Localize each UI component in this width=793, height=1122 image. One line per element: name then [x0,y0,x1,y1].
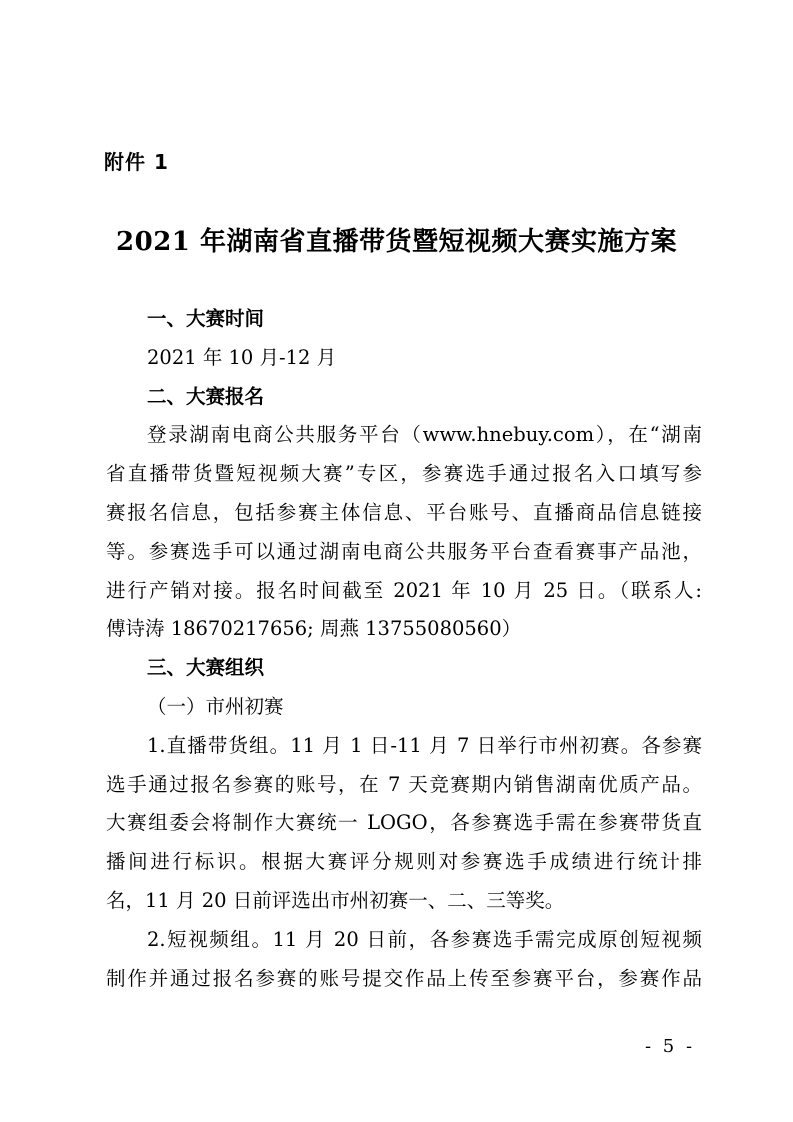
subsection-heading-preliminary: （一）市州初赛 [147,694,284,718]
paragraph-line: 制作并通过报名参赛的账号提交作品上传至参赛平台，参赛作品 [106,966,702,990]
paragraph-line: 傅诗涛 18670217656; 周燕 13755080560） [106,617,522,641]
paragraph-line: 登录湖南电商公共服务平台（www.hnebuy.com），在“湖南 [147,423,702,447]
paragraph-line: 选手通过报名参赛的账号，在 7 天竞赛期内销售湖南优质产品。 [106,772,702,796]
page-number: - 5 - [645,1036,696,1057]
attachment-label: 附件 1 [104,150,169,174]
section-heading-organization: 三、大赛组织 [147,656,265,680]
paragraph-line: 1.直播带货组。11 月 1 日-11 月 7 日举行市州初赛。各参赛 [147,733,702,757]
paragraph-line: 2.短视频组。11 月 20 日前，各参赛选手需完成原创短视频 [147,927,702,951]
section-heading-registration: 二、大赛报名 [147,384,265,408]
paragraph-line: 省直播带货暨短视频大赛”专区，参赛选手通过报名入口填写参 [106,462,702,486]
section-text-time: 2021 年 10 月-12 月 [147,345,337,369]
paragraph-line: 赛报名信息，包括参赛主体信息、平台账号、直播商品信息链接 [106,500,702,524]
document-body [106,300,702,998]
paragraph-line: 等。参赛选手可以通过湖南电商公共服务平台查看赛事产品池， [106,539,702,563]
document-title: 2021 年湖南省直播带货暨短视频大赛实施方案 [116,227,677,257]
section-heading-time: 一、大赛时间 [147,307,265,330]
paragraph-line: 大赛组委会将制作大赛统一 LOGO，各参赛选手需在参赛带货直 [106,811,702,835]
paragraph-line: 进行产销对接。报名时间截至 2021 年 10 月 25 日。（联系人: [106,578,702,602]
paragraph-line: 名，11 月 20 日前评选出市州初赛一、二、三等奖。 [106,888,565,912]
paragraph-line: 播间进行标识。根据大赛评分规则对参赛选手成绩进行统计排 [106,850,702,874]
